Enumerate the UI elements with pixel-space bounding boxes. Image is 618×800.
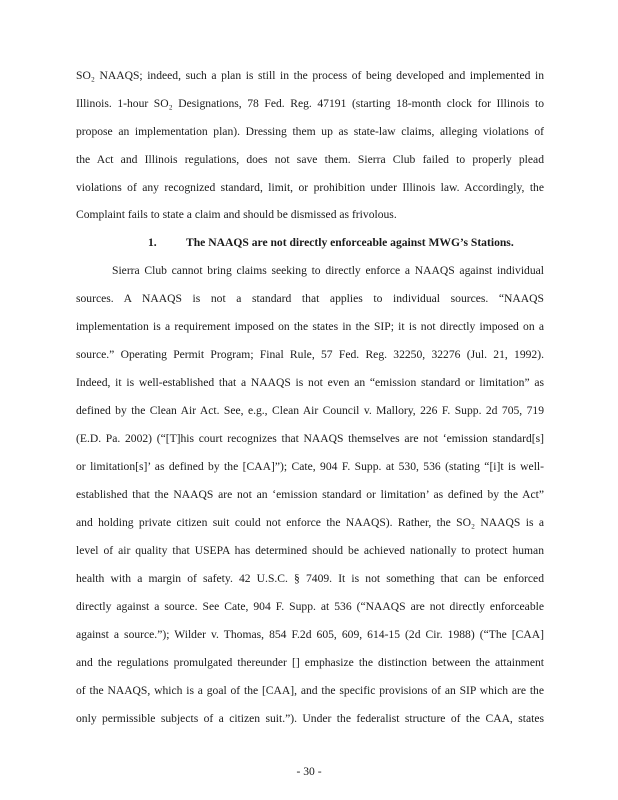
paragraph-line: and holding private citizen suit could not enforce the NAAQS). Rather, the SO₂ NAAQS is a <box>76 516 544 529</box>
paragraph-line: Complaint fails to state a claim and should be dismissed as frivolous. <box>76 208 397 221</box>
paragraph-line: of the NAAQS, which is a goal of the [CAA], and the specific provisions of an SIP which are the <box>76 684 544 697</box>
paragraph-line: sources. A NAAQS is not a standard that applies to individual sources. “NAAQS <box>76 292 544 305</box>
section-heading <box>148 236 514 250</box>
paragraph-line: level of air quality that USEPA has determined should be achieved nationally to protect human <box>76 544 544 557</box>
paragraph-line: health with a margin of safety. 42 U.S.C. § 7409. It is not something that can be enforced <box>76 572 544 585</box>
paragraph-line: SO₂ NAAQS; indeed, such a plan is still in the process of being developed and implemented in <box>76 69 544 82</box>
paragraph-line: Illinois. 1-hour SO₂ Designations, 78 Fed. Reg. 47191 (starting 18-month clock for Illinois to <box>76 97 544 110</box>
heading-text: The NAAQS are not directly enforceable against MWG’s Stations. <box>186 236 514 249</box>
paragraph-line: violations of any recognized standard, limit, or prohibition under Illinois law. Accordingly, the <box>76 181 544 194</box>
paragraph-line: source.” Operating Permit Program; Final Rule, 57 Fed. Reg. 32250, 32276 (Jul. 21, 1992). <box>76 348 544 361</box>
paragraph-line: or limitation[s]’ as defined by the [CAA]”); Cate, 904 F. Supp. at 530, 536 (stating “[i]t is well- <box>76 460 544 473</box>
paragraph-line: and the regulations promulgated thereunder [] emphasize the distinction between the attainment <box>76 656 544 669</box>
paragraph-line: established that the NAAQS are not an ‘emission standard or limitation’ as defined by the Act” <box>76 488 544 501</box>
paragraph-line: propose an implementation plan). Dressing them up as state-law claims, alleging violations of <box>76 125 544 138</box>
heading-number: 1. <box>148 236 157 249</box>
paragraph-line: implementation is a requirement imposed on the states in the SIP; it is not directly imposed on a <box>76 320 544 333</box>
paragraph-line: defined by the Clean Air Act. See, e.g., Clean Air Council v. Mallory, 226 F. Supp. 2d 705, 719 <box>76 404 544 417</box>
paragraph-line: directly against a source. See Cate, 904 F. Supp. at 536 (“NAAQS are not directly enforceable <box>76 600 544 613</box>
paragraph-line: Sierra Club cannot bring claims seeking to directly enforce a NAAQS against individual <box>112 264 544 277</box>
paragraph-line: only permissible subjects of a citizen suit.”). Under the federalist structure of the CAA, states <box>76 712 544 725</box>
paragraph-line: Indeed, it is well-established that a NAAQS is not even an “emission standard or limitation” as <box>76 376 544 389</box>
paragraph-line: (E.D. Pa. 2002) (“[T]his court recognizes that NAAQS themselves are not ‘emission standard[s] <box>76 432 544 445</box>
paragraph-line: against a source.”); Wilder v. Thomas, 854 F.2d 605, 609, 614-15 (2d Cir. 1988) (“The [CAA] <box>76 628 544 641</box>
paragraph-line: the Act and Illinois regulations, does not save them. Sierra Club failed to properly plead <box>76 153 544 166</box>
page-number: - 30 - <box>296 765 322 778</box>
